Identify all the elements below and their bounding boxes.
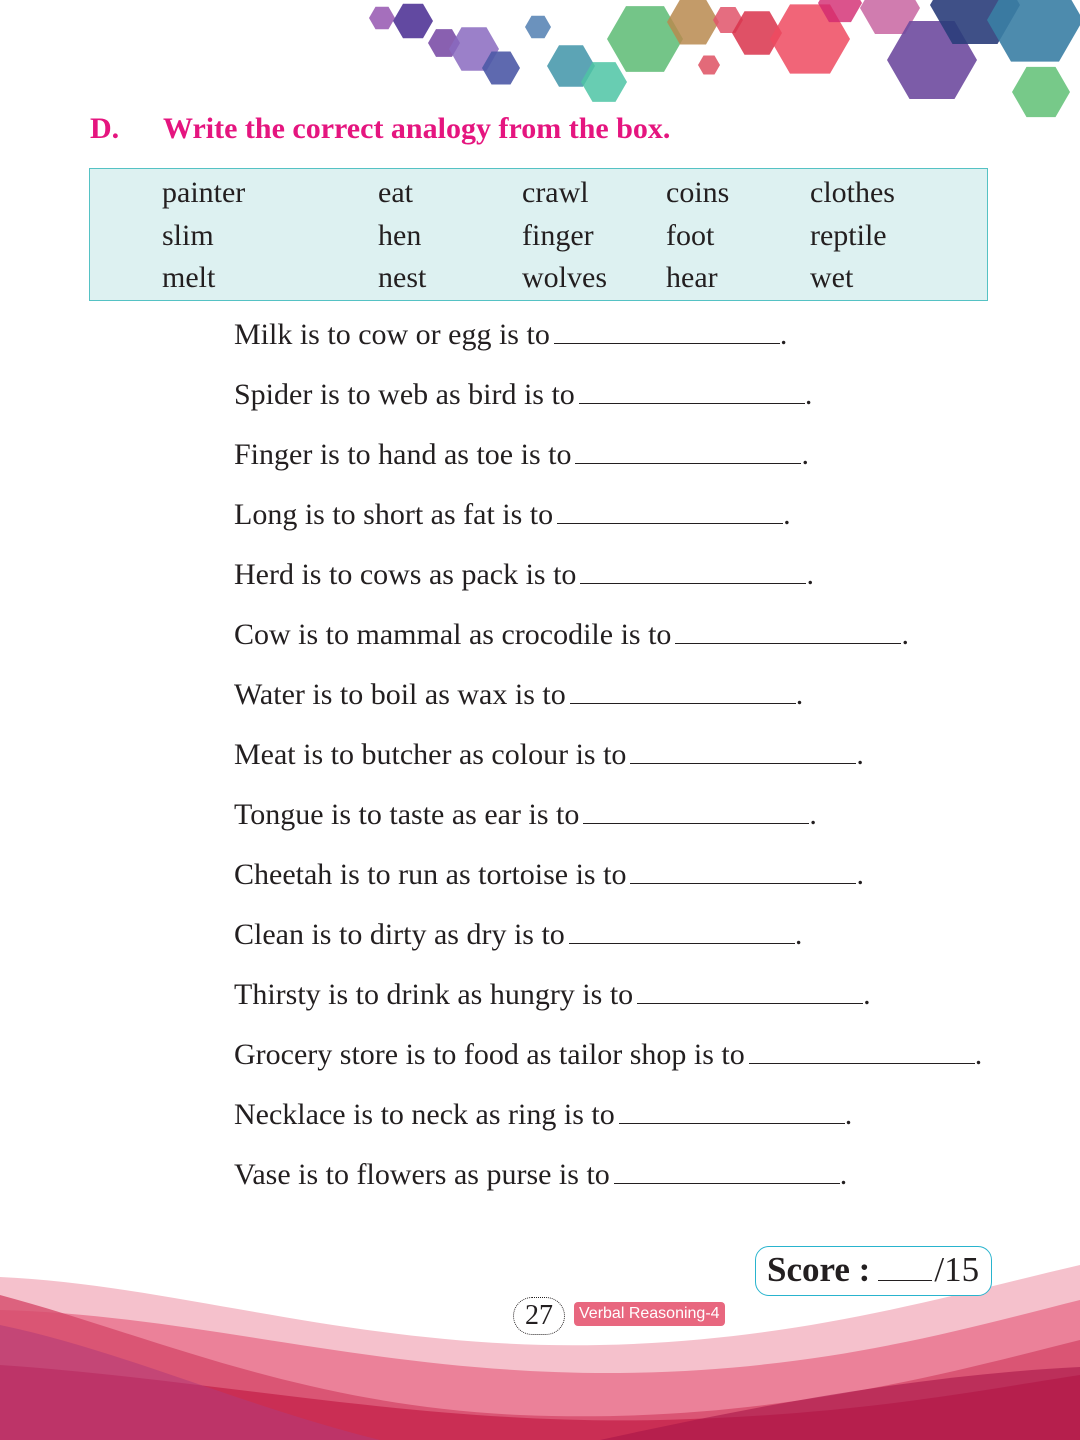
answer-blank[interactable] bbox=[637, 981, 863, 1004]
question-text: Thirsty is to drink as hungry is to bbox=[234, 978, 634, 1011]
sentence-end: . bbox=[794, 918, 803, 951]
sentence-end: . bbox=[974, 1038, 983, 1071]
answer-blank[interactable] bbox=[554, 321, 780, 344]
section-heading bbox=[90, 112, 670, 146]
word: wet bbox=[810, 261, 854, 294]
hexagon-shape bbox=[525, 16, 551, 39]
answer-blank[interactable] bbox=[583, 801, 809, 824]
word: nest bbox=[378, 261, 427, 294]
sentence-end: . bbox=[839, 1158, 848, 1191]
sentence-end: . bbox=[801, 438, 809, 471]
score-blank[interactable] bbox=[878, 1254, 932, 1281]
word: painter bbox=[162, 176, 246, 209]
sentence-end: . bbox=[863, 978, 871, 1011]
word: finger bbox=[522, 219, 594, 252]
sentence-end: . bbox=[779, 318, 788, 351]
sentence-end: . bbox=[856, 738, 864, 771]
hexagon-shape bbox=[369, 7, 395, 30]
word: crawl bbox=[522, 176, 589, 209]
question-text: Finger is to hand as toe is to bbox=[234, 438, 572, 471]
book-title-tag: Verbal Reasoning-4 bbox=[574, 1302, 725, 1326]
question-text: Water is to boil as wax is to bbox=[234, 678, 566, 711]
question-text: Long is to short as fat is to bbox=[234, 498, 554, 531]
sentence-end: . bbox=[795, 678, 804, 711]
question-text: Necklace is to neck as ring is to bbox=[234, 1098, 615, 1131]
word: slim bbox=[162, 219, 214, 252]
question-text: Spider is to web as bird is to bbox=[234, 378, 575, 411]
sentence-end: . bbox=[844, 1098, 853, 1131]
score-label: Score : bbox=[767, 1250, 871, 1289]
word-box bbox=[89, 168, 988, 301]
question-text: Cheetah is to run as tortoise is to bbox=[234, 858, 627, 891]
page-number: 27 bbox=[513, 1297, 565, 1335]
section-instruction: Write the correct analogy from the box. bbox=[163, 112, 671, 145]
question-text: Meat is to butcher as colour is to bbox=[234, 738, 627, 771]
section-letter: D. bbox=[90, 112, 120, 145]
answer-blank[interactable] bbox=[570, 681, 796, 704]
sentence-end: . bbox=[856, 858, 864, 891]
sentence-end: . bbox=[809, 798, 817, 831]
word: wolves bbox=[522, 261, 607, 294]
answer-blank[interactable] bbox=[630, 861, 856, 884]
answer-blank[interactable] bbox=[575, 441, 801, 464]
score-total: /15 bbox=[934, 1250, 980, 1289]
word: hear bbox=[666, 261, 718, 294]
word: eat bbox=[378, 176, 413, 209]
answer-blank[interactable] bbox=[580, 561, 806, 584]
score-box bbox=[755, 1246, 992, 1296]
answer-blank[interactable] bbox=[749, 1041, 975, 1064]
hexagon-shape bbox=[1012, 67, 1070, 117]
answer-blank[interactable] bbox=[630, 741, 856, 764]
question-text: Herd is to cows as pack is to bbox=[234, 558, 577, 591]
answer-blank[interactable] bbox=[557, 501, 783, 524]
answer-blank[interactable] bbox=[614, 1161, 840, 1184]
hexagon-shape bbox=[698, 56, 720, 75]
word: foot bbox=[666, 219, 715, 252]
hexagon-shape bbox=[393, 4, 433, 39]
question-text: Milk is to cow or egg is to bbox=[234, 318, 550, 351]
answer-blank[interactable] bbox=[579, 381, 805, 404]
sentence-end: . bbox=[804, 378, 813, 411]
hexagon-decoration bbox=[0, 0, 1080, 125]
sentence-end: . bbox=[901, 618, 909, 651]
question-text: Tongue is to taste as ear is to bbox=[234, 798, 580, 831]
answer-blank[interactable] bbox=[619, 1101, 845, 1124]
hexagon-shape bbox=[987, 0, 1080, 62]
word: hen bbox=[378, 219, 422, 252]
word: coins bbox=[666, 176, 730, 209]
question-text: Clean is to dirty as dry is to bbox=[234, 918, 565, 951]
sentence-end: . bbox=[806, 558, 814, 591]
word: clothes bbox=[810, 176, 895, 209]
sentence-end: . bbox=[783, 498, 791, 531]
question-text: Cow is to mammal as crocodile is to bbox=[234, 618, 672, 651]
question-text: Vase is to flowers as purse is to bbox=[234, 1158, 610, 1191]
word: melt bbox=[162, 261, 216, 294]
question-text: Grocery store is to food as tailor shop is to bbox=[234, 1038, 745, 1071]
word: reptile bbox=[810, 219, 887, 252]
answer-blank[interactable] bbox=[569, 921, 795, 944]
answer-blank[interactable] bbox=[675, 621, 901, 644]
